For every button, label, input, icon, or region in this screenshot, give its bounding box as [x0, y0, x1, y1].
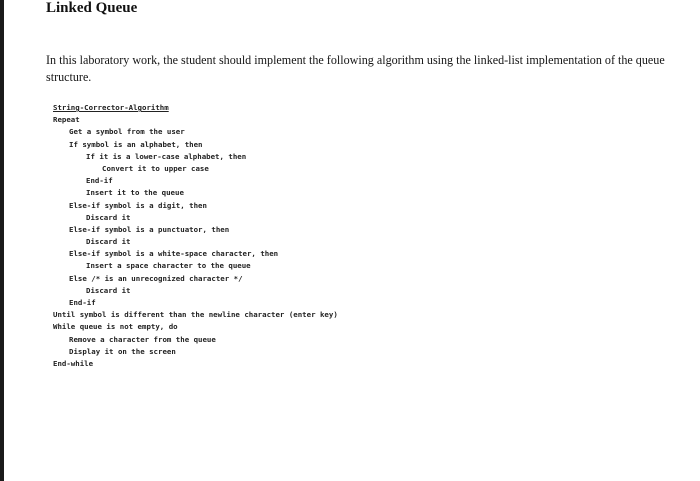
algorithm-line: If symbol is an alphabet, then	[69, 139, 203, 149]
algorithm-line: Insert it to the queue	[86, 188, 184, 198]
algorithm-line: End-if	[69, 298, 96, 307]
algorithm-line: Else-if symbol is a digit, then	[69, 200, 207, 210]
algorithm-line: End-if	[86, 176, 113, 186]
algorithm-line: While queue is not empty, do	[53, 322, 178, 332]
algorithm-line: Remove a character from the queue	[69, 334, 216, 344]
algorithm-line: Else-if symbol is a white-space character, then	[69, 249, 279, 259]
algorithm-line: Convert it to upper case	[102, 163, 209, 173]
algorithm-line: Discard it	[86, 237, 131, 247]
algorithm-line: Else-if symbol is a punctuator, then	[69, 224, 230, 234]
algorithm-line: End-while	[53, 358, 94, 368]
algorithm-line: Display it on the screen	[69, 346, 176, 356]
algorithm-line: Repeat	[53, 115, 80, 125]
algorithm-line: Get a symbol from the user	[69, 127, 185, 137]
page-title: Linked Queue	[46, 0, 138, 16]
left-margin-rule	[0, 0, 4, 481]
algorithm-line: Insert a space character to the queue	[86, 261, 251, 271]
algorithm-name: String-Corrector-Algorithm	[53, 103, 169, 112]
intro-paragraph: In this laboratory work, the student should implement the following algorithm using the linked-list implementation of the queue structure.	[46, 53, 665, 84]
algorithm-line: If it is a lower-case alphabet, then	[86, 151, 247, 161]
algorithm-listing	[53, 102, 338, 370]
algorithm-line: Discard it	[86, 285, 131, 295]
algorithm-line: Until symbol is different than the newline character (enter key)	[53, 310, 338, 320]
algorithm-line: Else /* is an unrecognized character */	[69, 273, 243, 283]
algorithm-line: Discard it	[86, 212, 131, 222]
